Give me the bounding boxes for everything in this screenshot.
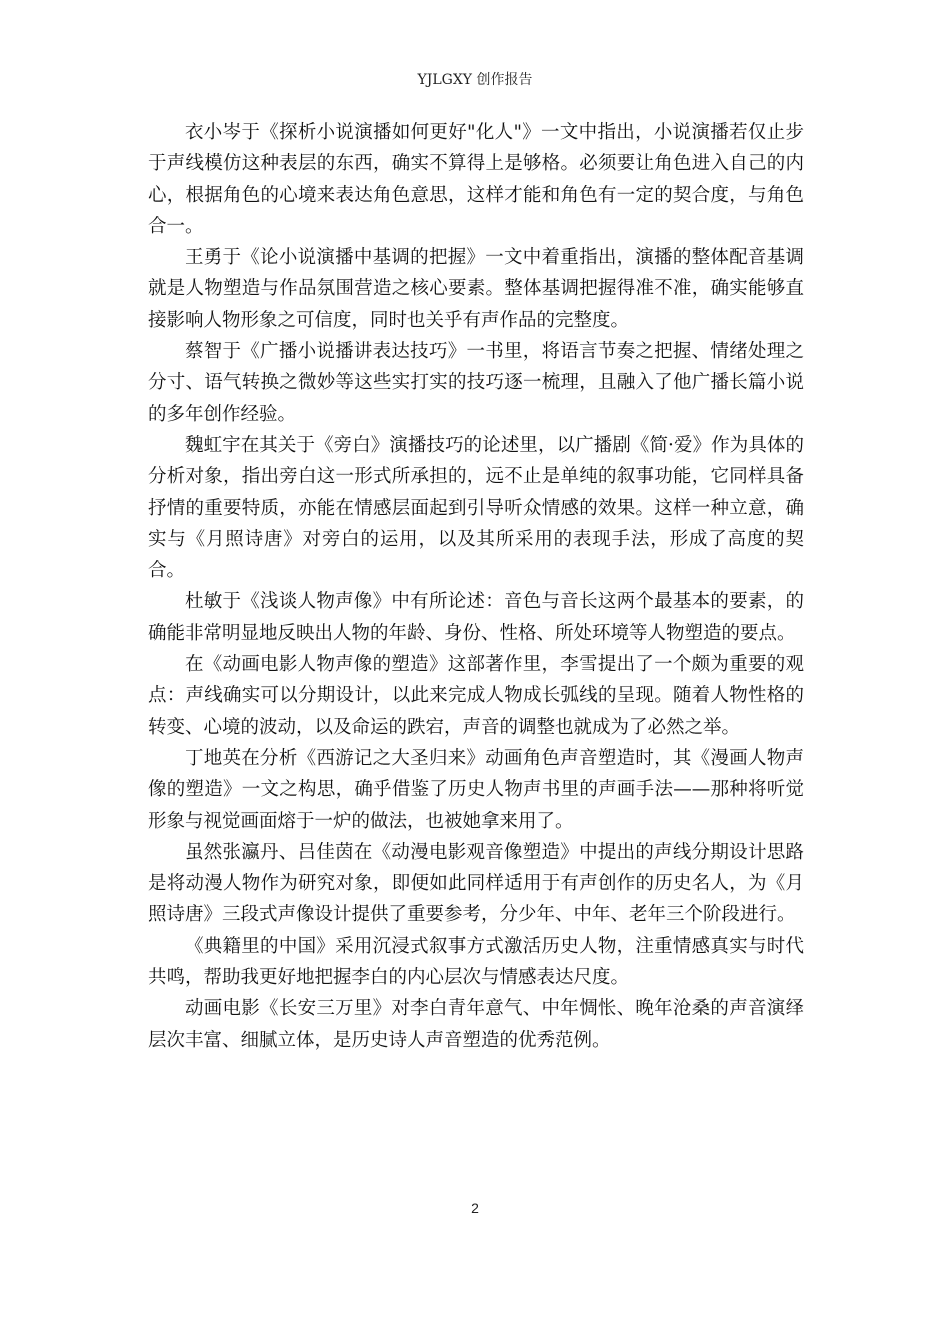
page-header: YJLGXY 创作报告 — [417, 72, 533, 88]
paragraph: 王勇于《论小说演播中基调的把握》一文中着重指出，演播的整体配音基调就是人物塑造与作品氛围营造之核心要素。整体基调把握得准不准，确实能够直接影响人物形象之可信度，同时也关乎有声作品的完整度。 — [148, 247, 804, 331]
page-number: 2 — [471, 1200, 479, 1216]
paragraph: 虽然张瀛丹、吕佳茵在《动漫电影观音像塑造》中提出的声线分期设计思路是将动漫人物作为研究对象，即便如此同样适用于有声创作的历史名人，为《月照诗唐》三段式声像设计提供了重要参考，分少年、中年、老年三个阶段进行。 — [148, 841, 804, 926]
paragraph: 丁地英在分析《西游记之大圣归来》动画角色声音塑造时，其《漫画人物声像的塑造》一文之构思，确乎借鉴了历史人物声书里的声画手法——那种将听觉形象与视觉画面熔于一炉的做法，也被她拿来用了。 — [148, 747, 804, 832]
paragraph: 魏虹宇在其关于《旁白》演播技巧的论述里，以广播剧《简·爱》作为具体的分析对象，指出旁白这一形式所承担的，远不止是单纯的叙事功能，它同样具备抒情的重要特质，亦能在情感层面起到引导听众情感的效果。这样一种立意，确实与《月照诗唐》对旁白的运用，以及其所采用的表现手法，形成了高度的契合。 — [148, 434, 804, 582]
paragraph: 蔡智于《广播小说播讲表达技巧》一书里，将语言节奏之把握、情绪处理之分寸、语气转换之微妙等这些实打实的技巧逐一梳理，且融入了他广播长篇小说的多年创作经验。 — [148, 341, 804, 425]
document-body — [148, 117, 804, 1056]
paragraph: 动画电影《长安三万里》对李白青年意气、中年惆怅、晚年沧桑的声音演绎层次丰富、细腻立体，是历史诗人声音塑造的优秀范例。 — [148, 998, 804, 1051]
paragraph: 《典籍里的中国》采用沉浸式叙事方式激活历史人物，注重情感真实与时代共鸣，帮助我更好地把握李白的内心层次与情感表达尺度。 — [148, 935, 804, 989]
paragraph: 在《动画电影人物声像的塑造》这部著作里，李雪提出了一个颇为重要的观点：声线确实可以分期设计，以此来完成人物成长弧线的呈现。随着人物性格的转变、心境的波动，以及命运的跌宕，声音的调整也就成为了必然之举。 — [148, 654, 804, 738]
paragraph: 杜敏于《浅谈人物声像》中有所论述：音色与音长这两个最基本的要素，的确能非常明显地反映出人物的年龄、身份、性格、所处环境等人物塑造的要点。 — [148, 591, 804, 644]
paragraph: 衣小岑于《探析小说演播如何更好"化人"》一文中指出，小说演播若仅止步于声线模仿这种表层的东西，确实不算得上是够格。必须要让角色进入自己的内心，根据角色的心境来表达角色意思，这样才能和角色有一定的契合度，与角色合一。 — [148, 122, 804, 237]
